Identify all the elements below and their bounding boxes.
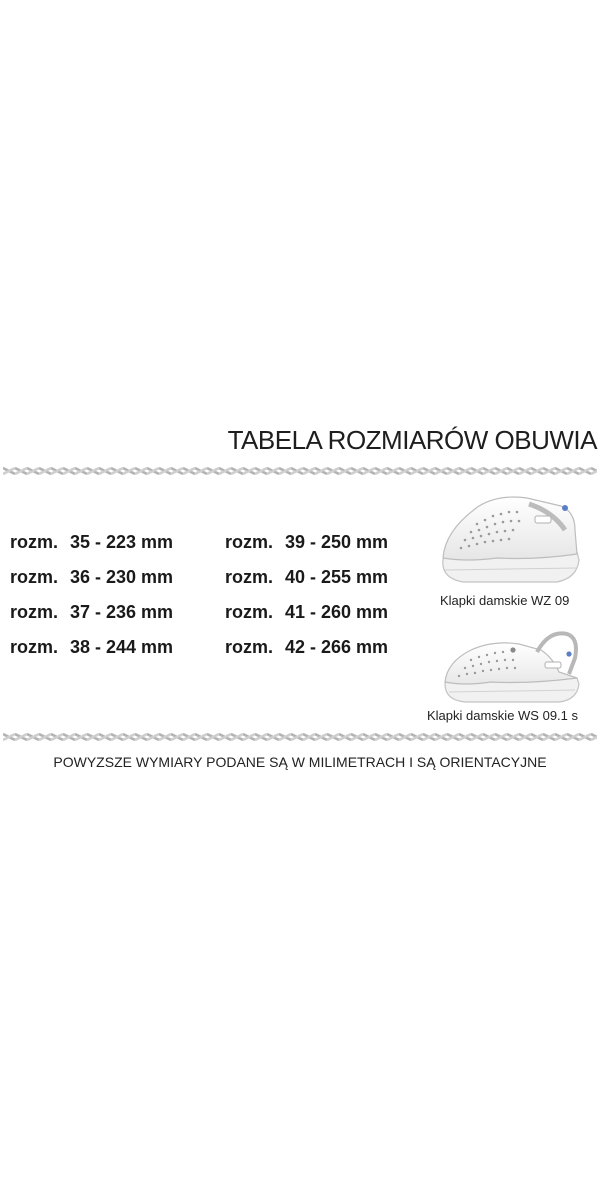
size-value: 37 - 236 mm [70,602,174,622]
size-row [225,563,388,598]
size-value: 39 - 250 mm [285,532,389,552]
strap-clog-icon [441,628,581,704]
top-rope-divider [3,465,597,477]
size-value: 35 - 223 mm [70,532,174,552]
size-row [10,633,173,668]
size-disclaimer-note: POWYZSZE WYMIARY PODANE SĄ W MILIMETRACH I SĄ ORIENTACYJNE [53,754,547,770]
size-value: 40 - 255 mm [285,567,389,587]
size-prefix: rozm. [10,602,59,622]
size-prefix: rozm. [225,602,274,622]
size-value: 38 - 244 mm [70,637,174,657]
size-prefix: rozm. [10,532,59,552]
size-value: 42 - 266 mm [285,637,389,657]
size-row [225,633,388,668]
size-prefix: rozm. [225,637,274,657]
size-row [10,563,173,598]
size-prefix: rozm. [225,532,274,552]
bottom-rope-divider [3,731,597,743]
size-row [10,528,173,563]
product-caption: Klapki damskie WZ 09 [440,593,570,608]
size-prefix: rozm. [10,567,59,587]
size-row [225,598,388,633]
size-prefix: rozm. [225,567,274,587]
size-row [10,598,173,633]
size-value: 41 - 260 mm [285,602,389,622]
size-row [225,528,388,563]
clog-shoe-icon [437,490,583,586]
size-column-right [225,528,388,668]
size-column-left [10,528,173,668]
product-caption: Klapki damskie WS 09.1 s [427,708,579,723]
size-prefix: rozm. [10,637,59,657]
size-value: 36 - 230 mm [70,567,174,587]
page-title: TABELA ROZMIARÓW OBUWIA [227,425,597,455]
